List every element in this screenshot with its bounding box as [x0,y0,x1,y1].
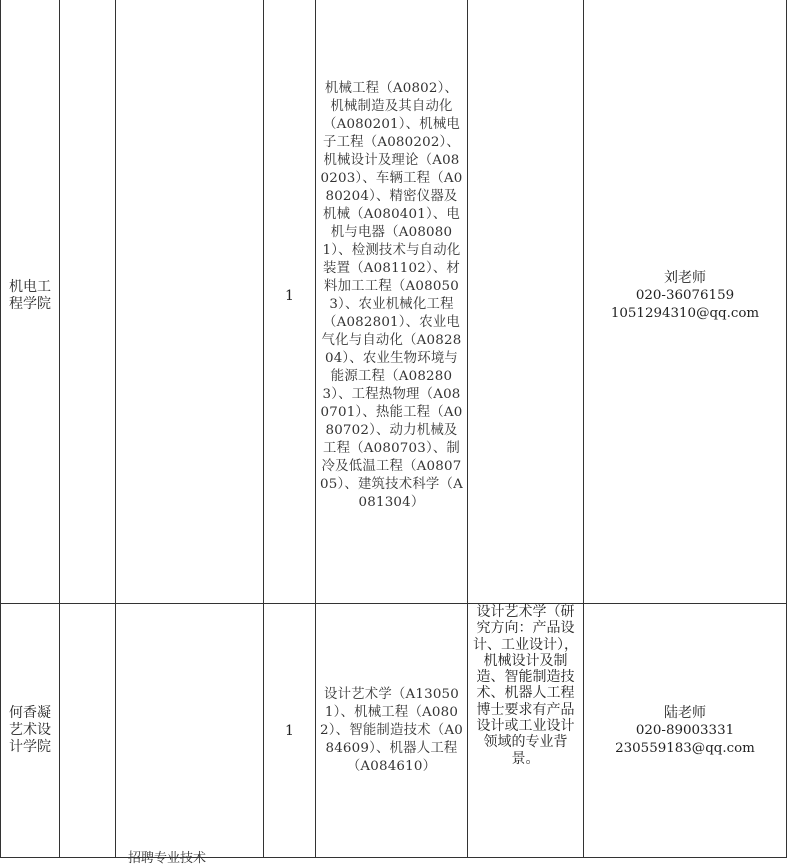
contact-cell [584,604,787,858]
contact-name: 陆老师 [664,704,706,721]
majors-cell: 设计艺术学（A130501）、机械工程（A0802）、智能制造技术（A084609）、机器人工程（A084610） [316,604,468,858]
contact-phone: 020-36076159 [635,288,735,303]
requirement-cell: 设计艺术学（研究方向：产品设计、工业设计），机械设计及制造、智能制造技术、机器人工程博士要求有产品设计或工业设计领域的专业背景。 [468,604,584,858]
contact-name: 刘老师 [664,270,706,286]
contact-cell [584,0,787,604]
college-name-cell: 何香凝艺术设计学院 [1,604,60,858]
empty-cell [116,604,264,858]
empty-cell [60,0,116,604]
table-row [1,604,787,858]
empty-cell [116,0,264,604]
requirement-cell [468,0,584,604]
contact-email: 1051294310@qq.com [610,306,760,321]
college-name-cell: 机电工程学院 [1,0,60,604]
majors-cell: 机械工程（A0802）、机械制造及其自动化（A080201）、机械电子工程（A080202）、机械设计及理论（A080203）、车辆工程（A080204）、精密仪器及机械（A080401）、电机与电器（A080801）、检测技术与自动化装置（A081102）、材料加工工程（A080503）、农业机械化工程（A082801）、农业电气化与自动化（A082804）、农业生物环境与能源工程（A082803）、工程热物理（A080701）、热能工程（A080702）、动力机械及工程（A080703）、制冷及低温工程（A080705）、建筑技术科学（A081304） [316,0,468,604]
contact-phone: 020-89003331 [635,722,735,738]
empty-cell [60,604,116,858]
next-row-partial-text: 招聘专业技术 [128,851,207,866]
table-row [1,0,787,604]
contact-email: 230559183@qq.com [615,740,755,756]
headcount-cell: 1 [264,0,316,604]
headcount-cell: 1 [264,604,316,858]
